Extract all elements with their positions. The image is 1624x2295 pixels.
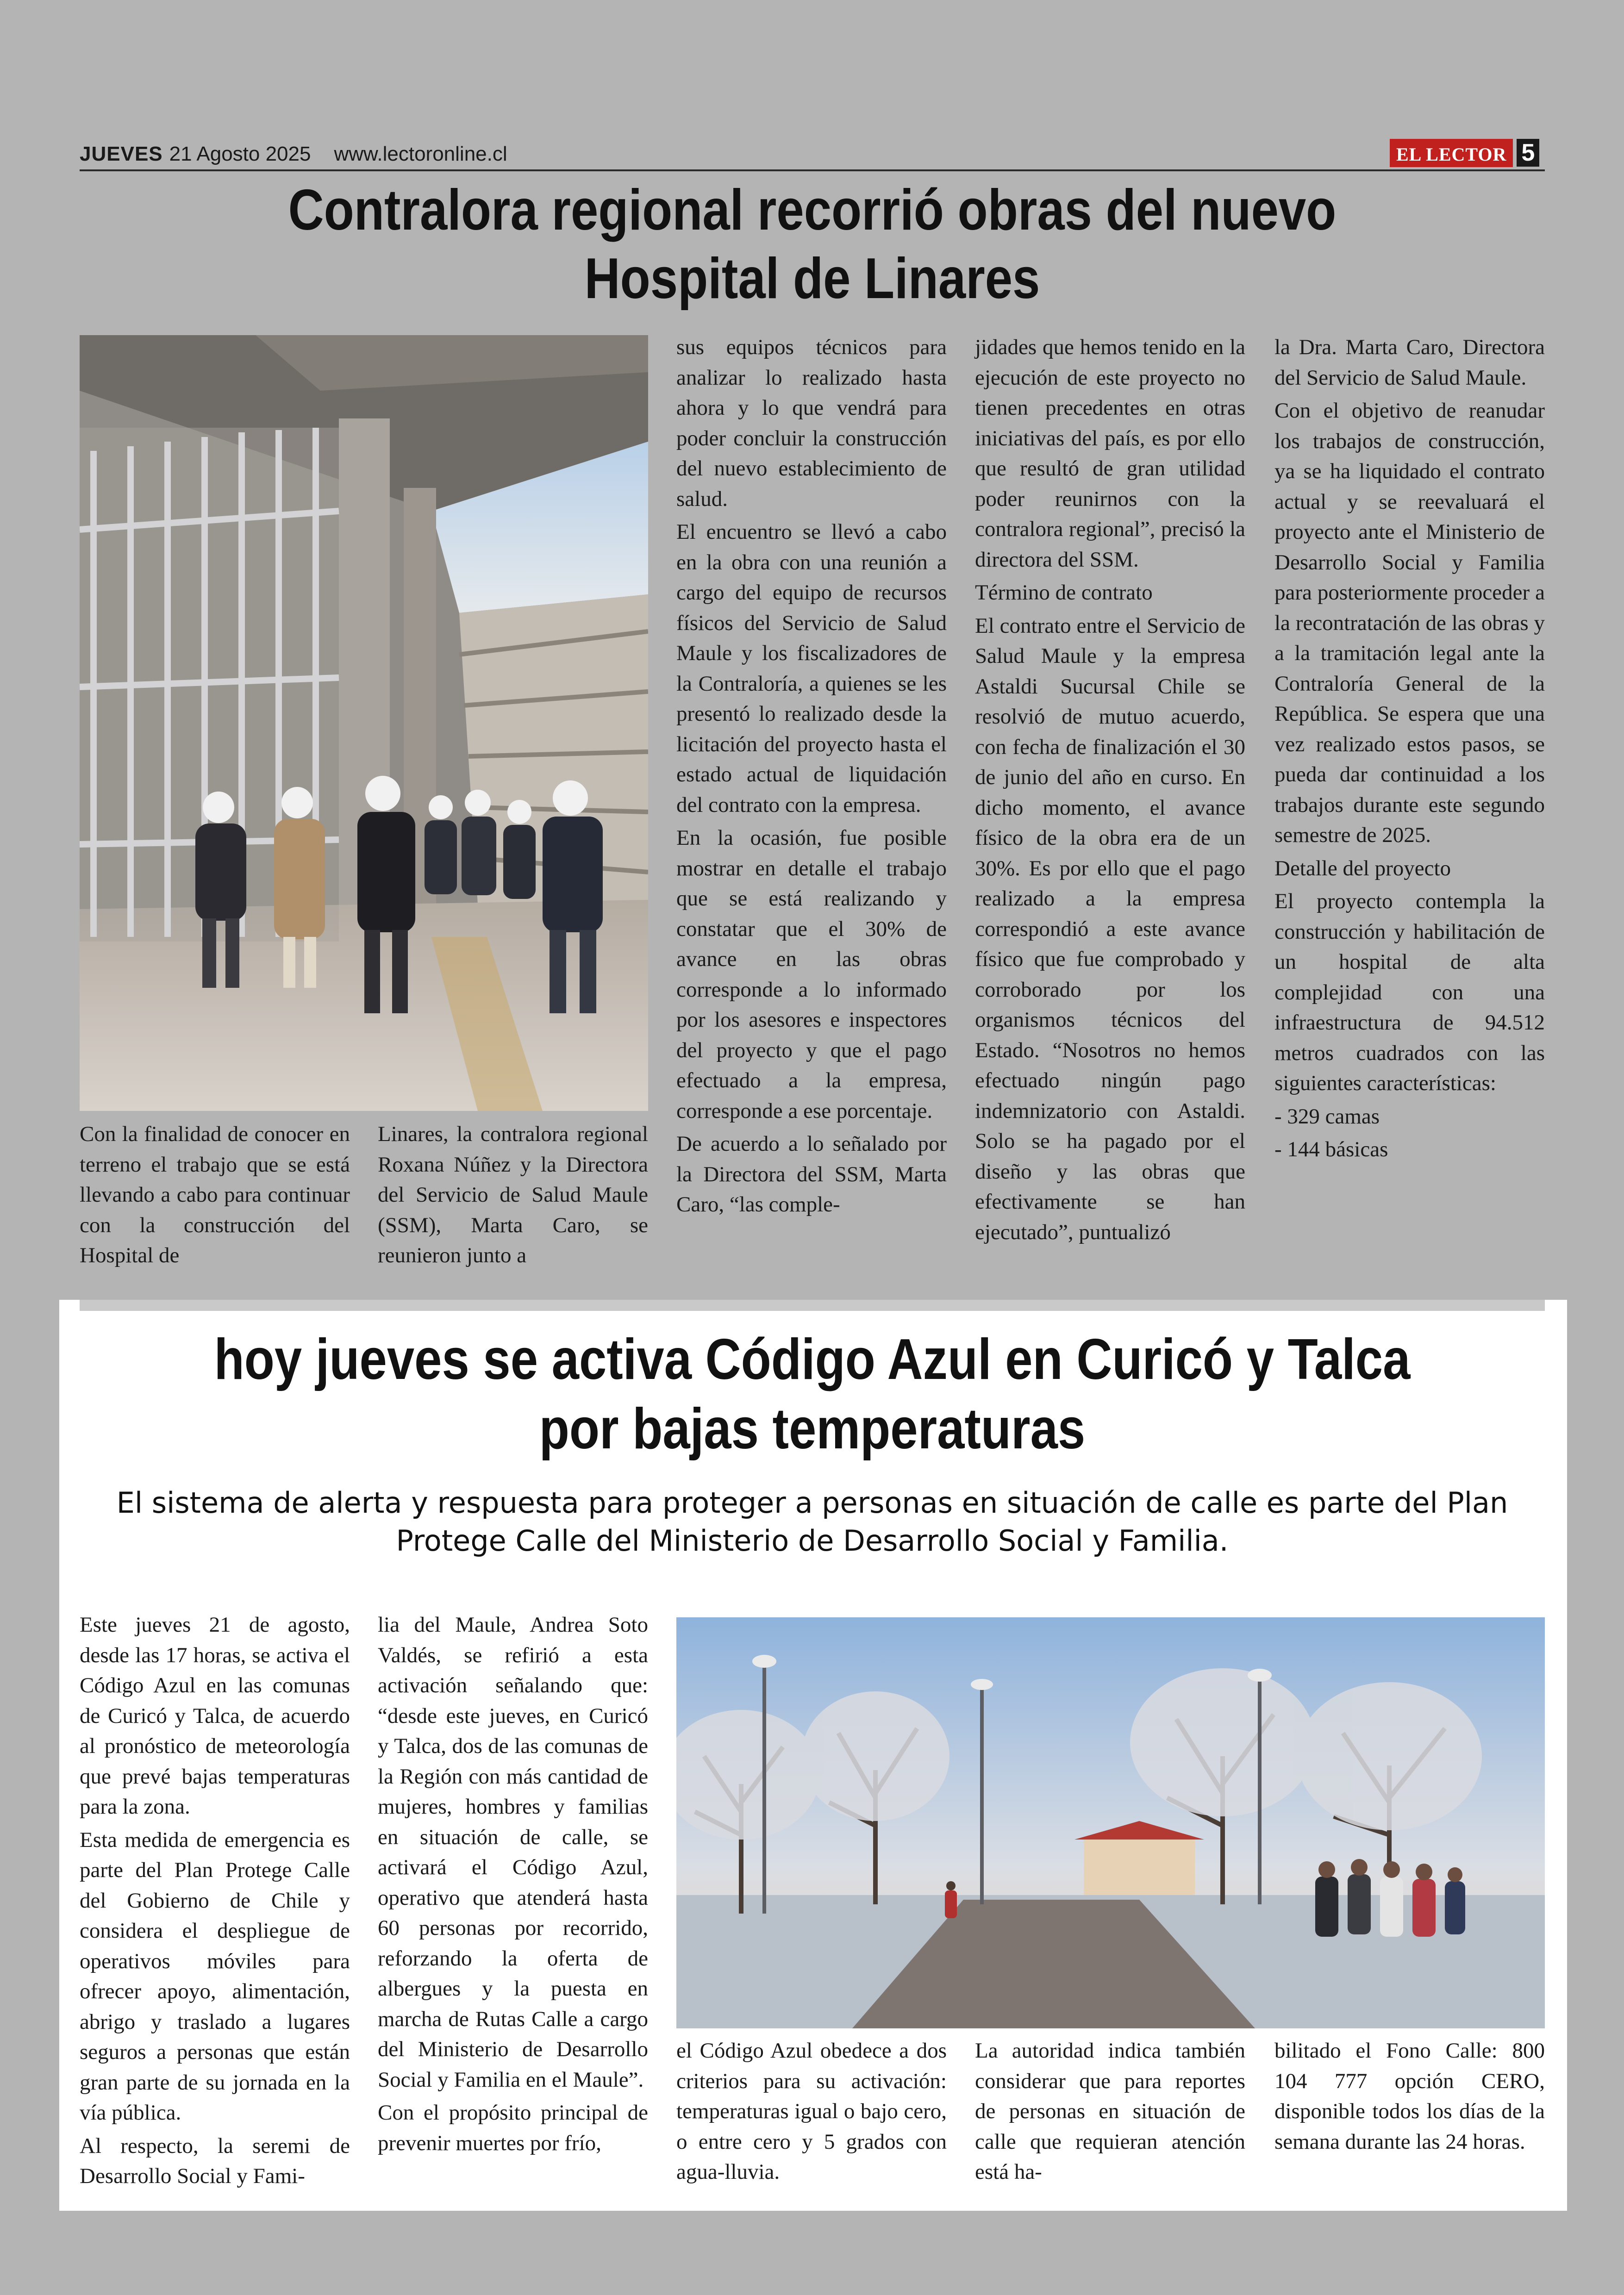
article1-col3-paragraph: En la ocasión, fue posible mostrar en detalle el trabajo que se está realizando y constatar que el 30% de avance en las obras corresponde a lo informado por los asesores e inspectores del proyecto y que el pago efectuado a la empresa, corresponde a ese porcentaje. <box>676 826 947 1123</box>
header-day: JUEVES <box>80 143 163 165</box>
article1-col3-paragraph: De acuerdo a lo señalado por la Directora del SSM, Marta Caro, “las comple- <box>676 1132 947 1216</box>
article2-col1-paragraph: Este jueves 21 de agosto, desde las 17 horas, se activa el Código Azul en las comunas de Curicó y Talca, de acuerdo al pronóstico de meteorología que prevé bajas temperaturas para la zona. <box>80 1613 350 1819</box>
article1-headline-line1: Contralora regional recorrió obras del nuevo <box>288 178 1337 242</box>
article1-column-2 <box>378 1119 648 1274</box>
article1-col4-paragraph: El contrato entre el Servicio de Salud Maule y la empresa Astaldi Sucursal Chile se resolvió de mutuo acuerdo, con fecha de finalización el 30 de junio del año en curso. En dicho momento, el avance físico de la obra era de un 30%. Es por ello que el pago realizado a la empresa correspondió a este avance físico que fue comprobado y corroborado por los organismos técnicos del Estado. “Nosotros no hemos efectuado ningún pago indemnizatorio con Astaldi. Solo se ha pagado por el diseño y las obras que efectivamente se han ejecutado”, puntualizó <box>975 613 1245 1244</box>
article1-headline <box>182 176 1443 313</box>
article2-column-1 <box>80 1610 350 2195</box>
article1-column-3 <box>676 332 947 1223</box>
article1-col4-paragraph: jidades que hemos tenido en la ejecución de este proyecto no tienen precedentes en otras iniciativas del país, es por ello que resultó de gran utilidad poder reunirnos con la contralora regional”, precisó la directora del SSM. <box>975 335 1245 572</box>
article1-column-1 <box>80 1119 350 1274</box>
article2-col4-text: La autoridad indica también considerar que para reportes de personas en situación de calle que requieran atención está ha- <box>975 2039 1245 2184</box>
article2-col1-paragraph: Esta medida de emergencia es parte del Plan Protege Calle del Gobierno de Chile y considera el despliegue de operativos móviles para ofrecer apoyo, alimentación, abrigo y traslado a lugares seguros a personas que están gran parte de su jornada en la vía pública. <box>80 1827 350 2125</box>
page-number: 5 <box>1517 139 1539 167</box>
logo-text: EL LECTOR <box>1390 139 1513 167</box>
article2-deck: El sistema de alerta y respuesta para proteger a personas en situación de calle es parte del Plan Protege Calle del Ministerio de Desarrollo Social y Familia. <box>116 1486 1508 1558</box>
article2-col1-paragraph: Al respecto, la seremi de Desarrollo Social y Fami- <box>80 2133 350 2188</box>
page-header <box>80 143 1545 169</box>
article1-subheading-contract: Término de contrato <box>975 580 1153 605</box>
article1-col2-text: Linares, la contralora regional Roxana Núñez y la Directora del Servicio de Salud Maule (SSM), Marta Caro, se reunieron junto a <box>378 1122 648 1267</box>
article2-col2-paragraph: lia del Maule, Andrea Soto Valdés, se refirió a esta activación señalando que: “desde este jueves, en Curicó y Talca, dos de las comunas de la Región con más cantidad de mujeres, hombres y familias en situación de calle, se activará el Código Azul, operativo que atenderá hasta 60 personas por recorrido, reforzando la oferta de albergues y la puesta en marcha de Rutas Calle a cargo del Ministerio de Desarrollo Social y Familia en el Maule”. <box>378 1613 648 2092</box>
article2-col3-text: el Código Azul obedece a dos criterios para su activación: temperaturas igual o bajo cero, o entre cero y 5 grados con agua-lluvia. <box>676 2039 947 2184</box>
hospital-photo-illustration <box>80 335 648 1111</box>
article2-col5-text: bilitado el Fono Calle: 800 104 777 opción CERO, disponible todos los días de la semana durante las 24 horas. <box>1274 2039 1545 2154</box>
article1-column-5 <box>1274 332 1545 1168</box>
article2-headline-line2: por bajas temperaturas <box>539 1397 1086 1461</box>
header-date: 21 Agosto 2025 <box>169 143 311 165</box>
header-rule <box>80 169 1545 171</box>
article1-column-4 <box>975 332 1245 1250</box>
article2-headline <box>182 1325 1443 1464</box>
article1-col1-text: Con la finalidad de conocer en terreno el trabajo que se está llevando a cabo para continuar con la construcción del Hospital de <box>80 1122 350 1267</box>
frosty-plaza-photo <box>676 1617 1545 2028</box>
article2-top-rule <box>80 1300 1545 1311</box>
article1-col3-paragraph: El encuentro se llevó a cabo en la obra con una reunión a cargo del equipo de recursos físicos del Servicio de Salud Maule y los fiscalizadores de la Contraloría, a quienes se les presentó lo realizado desde la licitación del proyecto hasta el estado actual de liquidación del contrato con la empresa. <box>676 520 947 817</box>
plaza-photo-illustration <box>676 1617 1545 2028</box>
newspaper-logo <box>1390 139 1539 167</box>
article1-headline-line2: Hospital de Linares <box>584 247 1040 311</box>
article1-list-item: - 329 camas <box>1274 1104 1380 1129</box>
article1-col5-paragraph: la Dra. Marta Caro, Directora del Servicio de Salud Maule. <box>1274 335 1545 390</box>
header-website[interactable]: www.lectoronline.cl <box>334 143 507 165</box>
article1-col5-paragraph: Con el objetivo de reanudar los trabajos de construcción, ya se ha liquidado el contrato actual y se reevaluará el proyecto ante el Ministerio de Desarrollo Social y Familia para posteriormente proceder a la recontratación de las obras y a la tramitación legal ante la Contraloría General de la República. Se espera que una vez realizado estos pasos, se pueda dar continuidad a los trabajos durante este segundo semestre de 2025. <box>1274 399 1545 847</box>
article2-column-2 <box>378 1610 648 2161</box>
article1-subheading-project: Detalle del proyecto <box>1274 856 1451 880</box>
hospital-construction-photo <box>80 335 648 1111</box>
article2-column-3 <box>676 2036 947 2190</box>
article2-column-5 <box>1274 2036 1545 2160</box>
article1-col3-paragraph: sus equipos técnicos para analizar lo realizado hasta ahora y lo que vendrá para poder concluir la construcción del nuevo establecimiento de salud. <box>676 335 947 511</box>
article2-headline-line1: hoy jueves se activa Código Azul en Curicó y Talca <box>214 1328 1411 1391</box>
article1-col5-paragraph: El proyecto contempla la construcción y habilitación de un hospital de alta complejidad con una infraestructura de 94.512 metros cuadrados con las siguientes características: <box>1274 889 1545 1095</box>
article2-col2-paragraph: Con el propósito principal de prevenir muertes por frío, <box>378 2101 648 2155</box>
article2-column-4 <box>975 2036 1245 2190</box>
article1-list-item: - 144 básicas <box>1274 1137 1388 1161</box>
